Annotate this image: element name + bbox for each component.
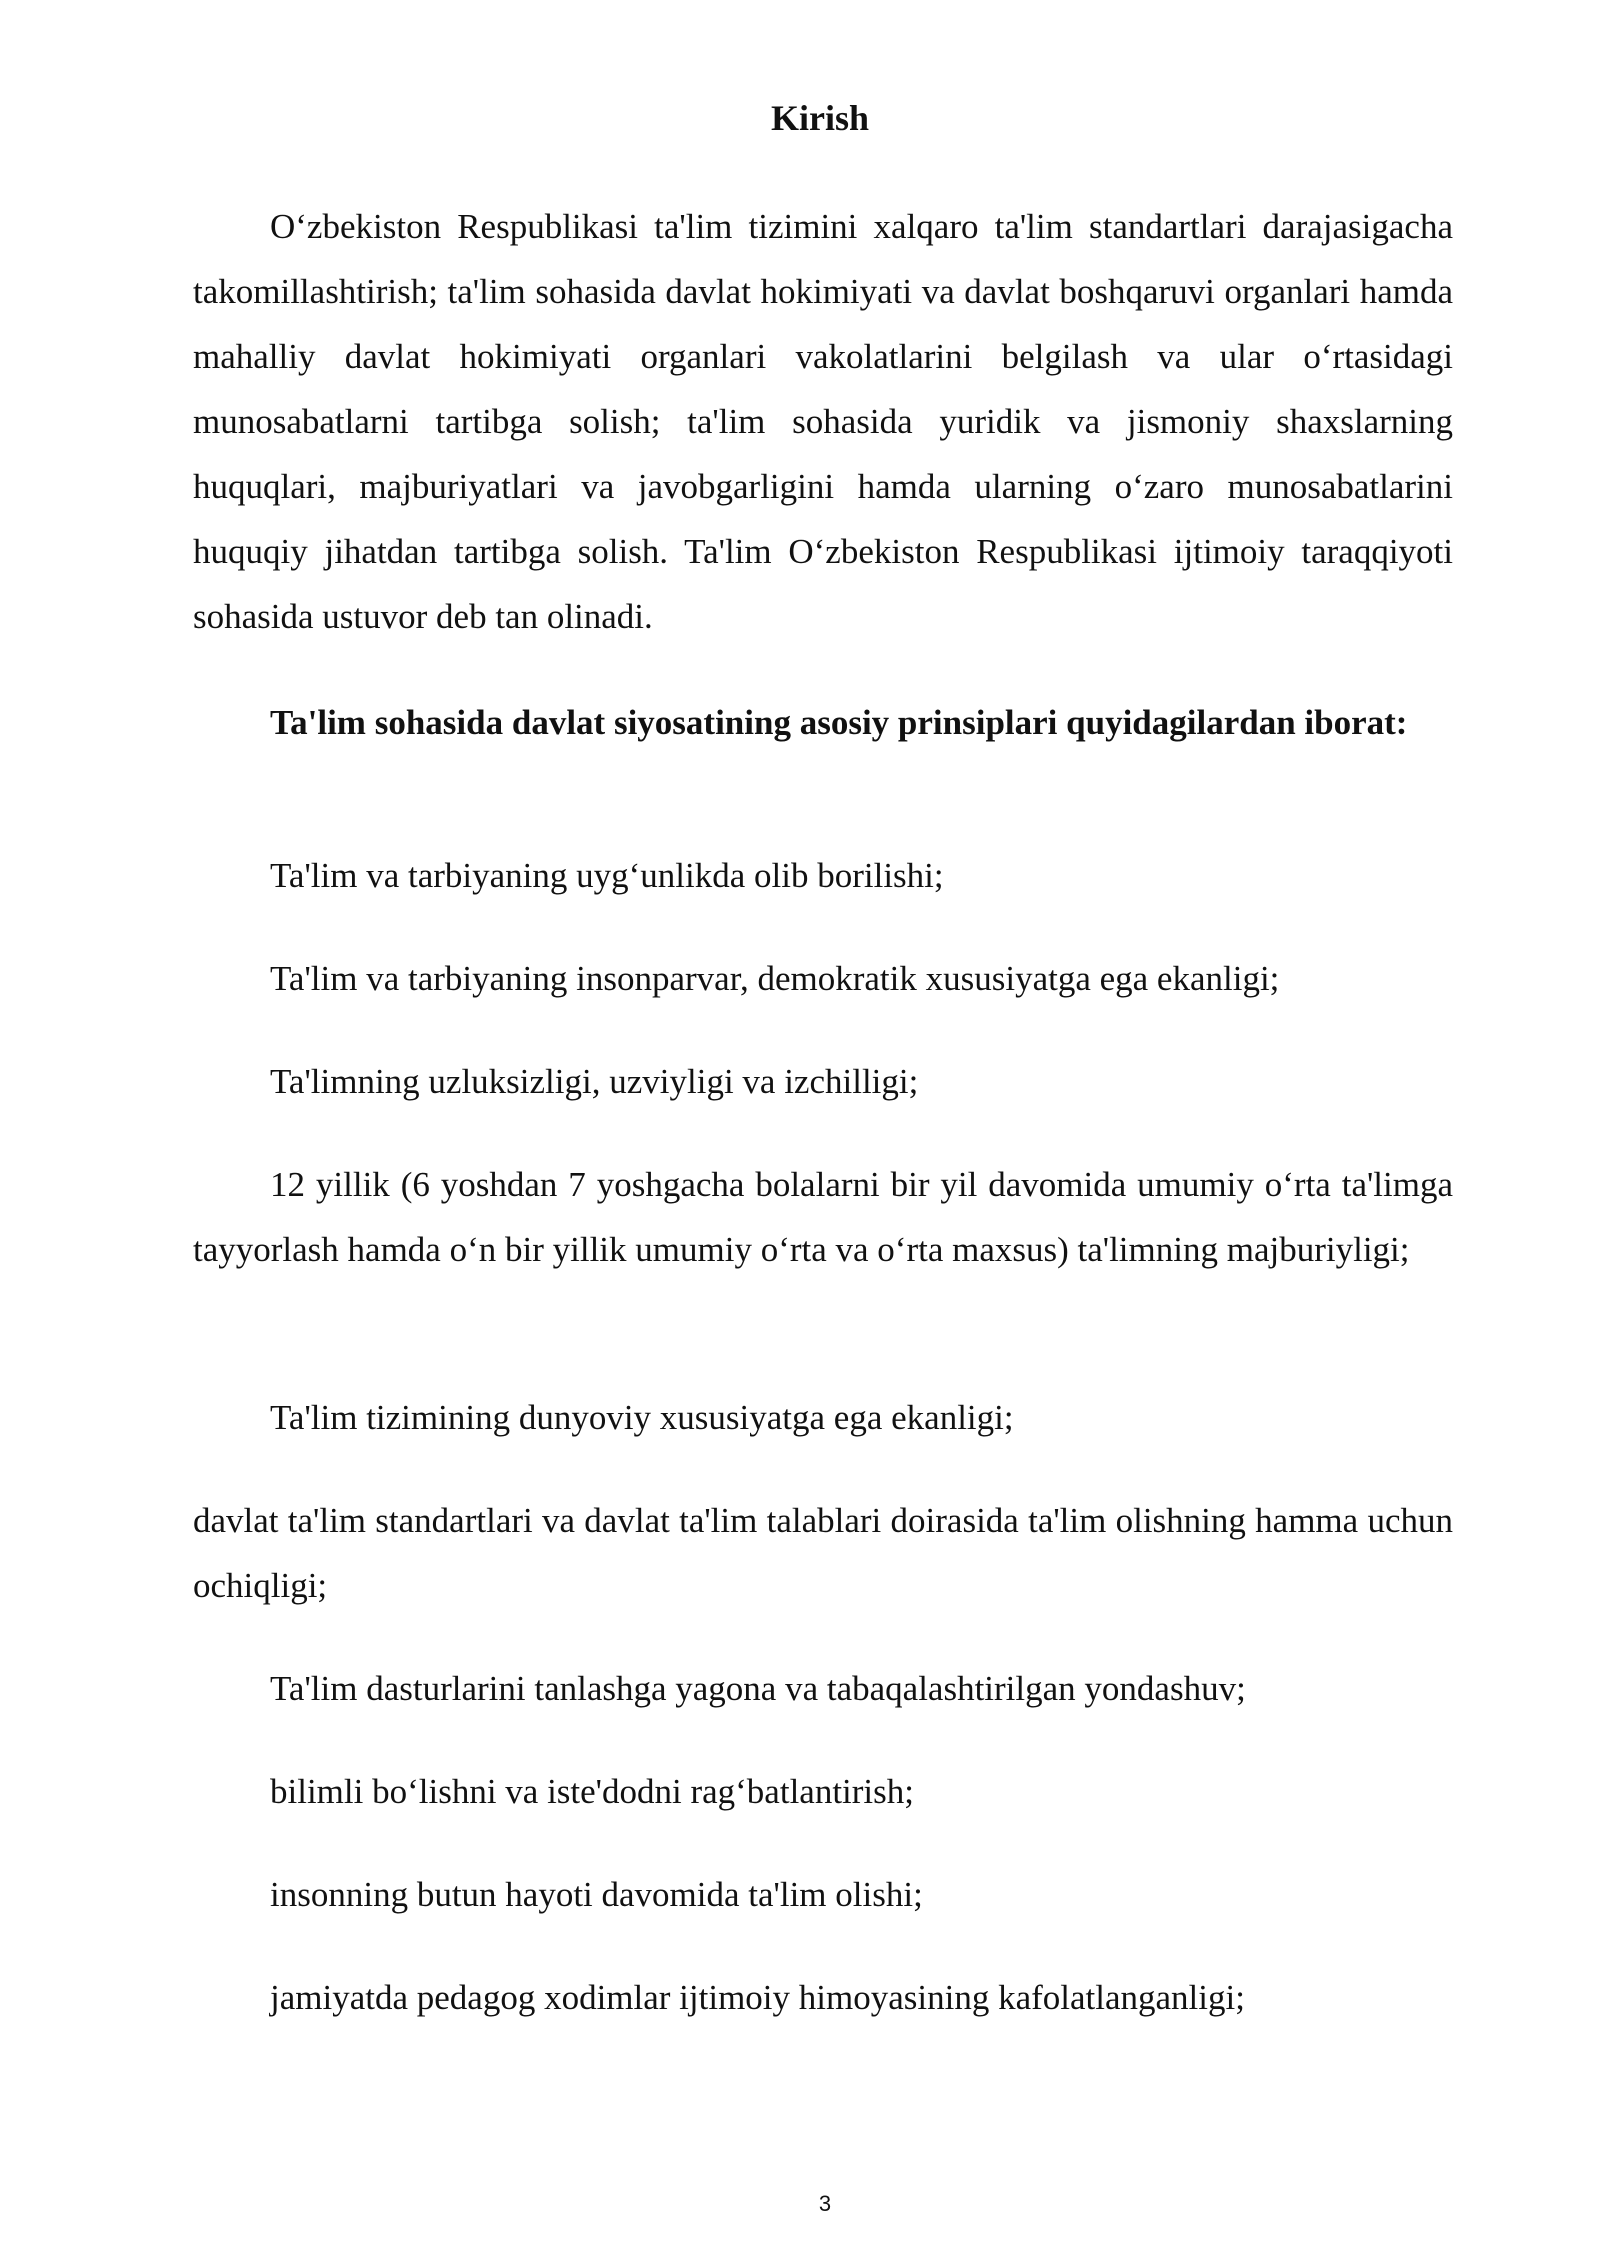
intro-paragraph: O‘zbekiston Respublikasi ta'lim tizimini xalqaro ta'lim standartlari darajasigacha takomillashtirish; ta'lim sohasida davlat hokimiyati va davlat boshqaruvi organlari hamda mahalliy davlat hokimiyati organlari vakolatlarini belgilash va ular o‘rtasidagi munosabatlarni tartibga solish; ta'lim sohasida yuridik va jismoniy shaxslarning huquqlari, majburiyatlari va javobgarligini hamda ularning o‘zaro munosabatlarini huquqiy jihatdan tartibga solish. Ta'lim O‘zbekiston Respublikasi ijtimoiy taraqqiyoti sohasida ustuvor deb tan olinadi. xyxy=(193,207,1453,636)
principle-item-1: Ta'lim va tarbiyaning uyg‘unlikda olib borilishi; xyxy=(270,856,944,895)
principle-item-6: davlat ta'lim standartlari va davlat ta'lim talablari doirasida ta'lim olishning hamma uchun ochiqligi; xyxy=(193,1501,1453,1605)
principles-heading: Ta'lim sohasida davlat siyosatining asosiy prinsiplari quyidagilardan iborat: xyxy=(270,703,1408,742)
principle-item-8: bilimli bo‘lishni va iste'dodni rag‘batlantirish; xyxy=(270,1772,914,1811)
principle-item-10: jamiyatda pedagog xodimlar ijtimoiy himoyasining kafolatlanganligi; xyxy=(270,1978,1245,2017)
page-title: Kirish xyxy=(770,98,869,138)
principle-item-5: Ta'lim tizimining dunyoviy xususiyatga ega ekanligi; xyxy=(270,1398,1014,1437)
principle-item-2: Ta'lim va tarbiyaning insonparvar, demokratik xususiyatga ega ekanligi; xyxy=(270,959,1280,998)
page-number: 3 xyxy=(818,2191,832,2216)
principle-item-7: Ta'lim dasturlarini tanlashga yagona va tabaqalashtirilgan yondashuv; xyxy=(270,1669,1246,1708)
principle-item-9: insonning butun hayoti davomida ta'lim olishi; xyxy=(270,1875,923,1914)
principle-item-4: 12 yillik (6 yoshdan 7 yoshgacha bolalarni bir yil davomida umumiy o‘rta ta'limga tayyorlash hamda o‘n bir yillik umumiy o‘rta va o‘rta maxsus) ta'limning majburiyligi; xyxy=(193,1165,1453,1269)
principle-item-3: Ta'limning uzluksizligi, uzviyligi va izchilligi; xyxy=(270,1062,919,1101)
